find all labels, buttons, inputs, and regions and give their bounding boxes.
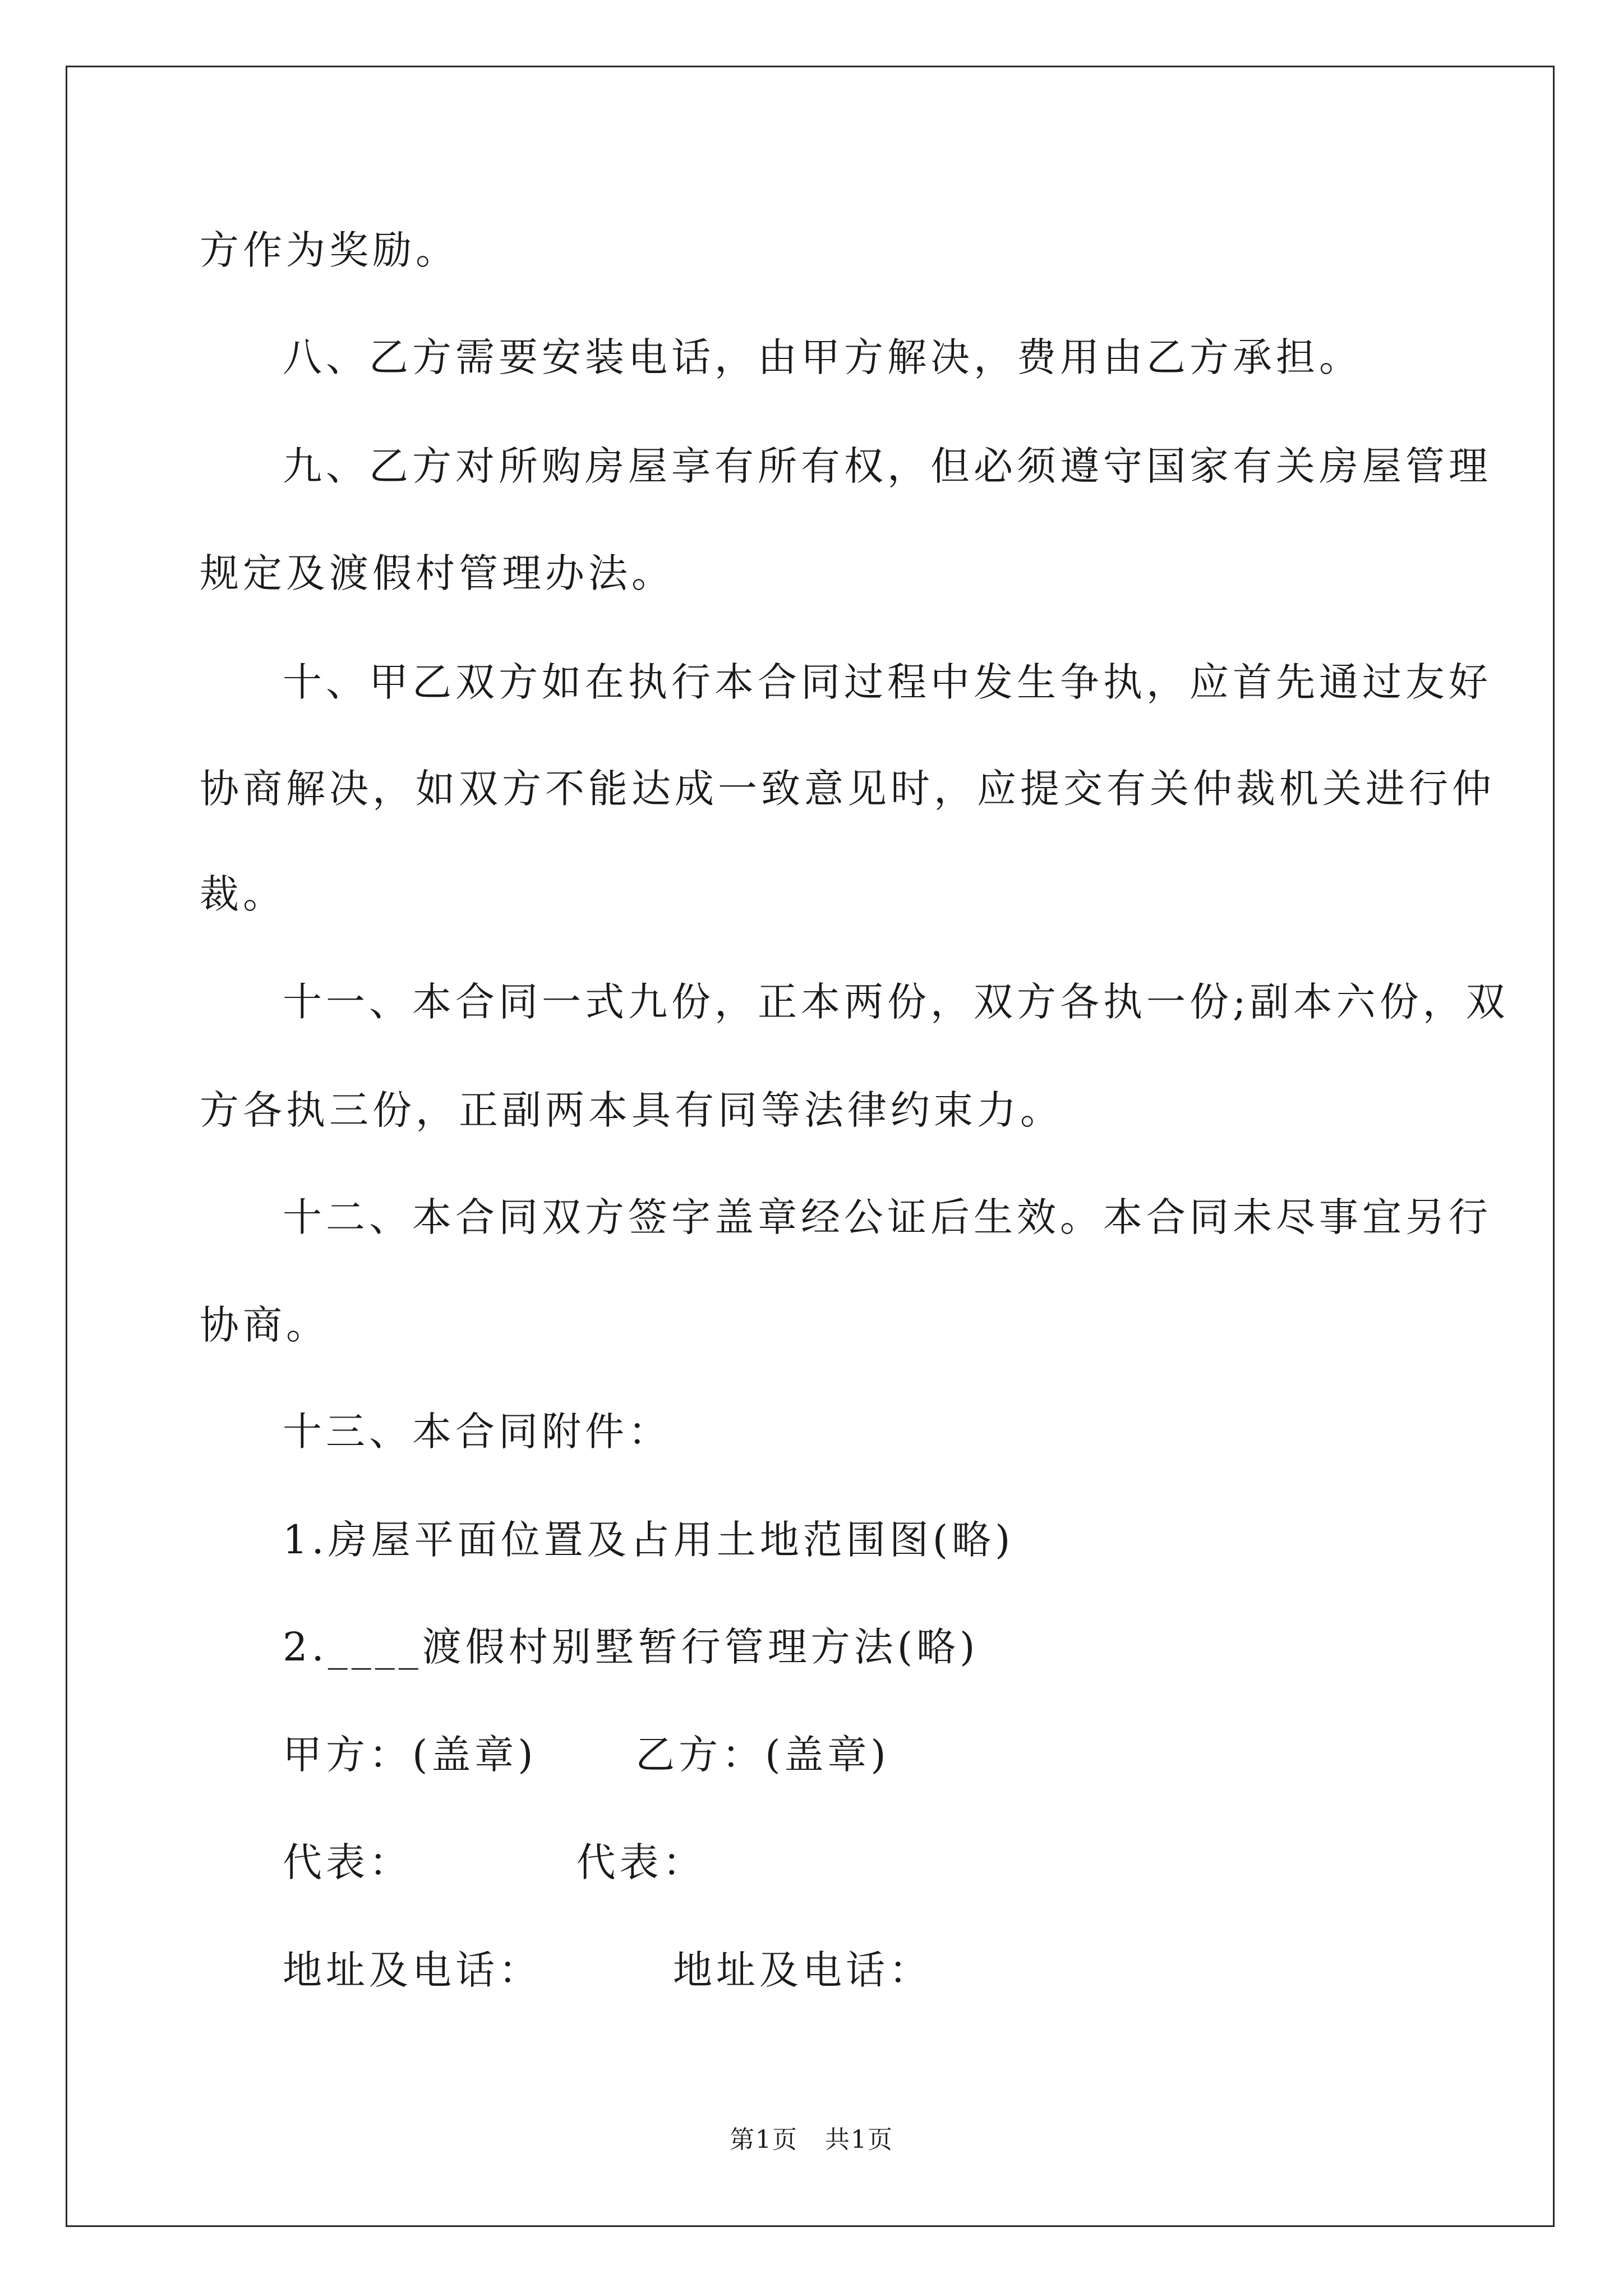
text-line: 十、甲乙双方如在执行本合同过程中发生争执，应首先通过友好 [283, 659, 1492, 705]
text-line: 规定及渡假村管理办法。 [200, 550, 675, 596]
text-line: 代表： 代表： [283, 1839, 706, 1885]
page-number-footer: 第1页 共1页 [730, 2125, 893, 2154]
text-line: 方作为奖励。 [200, 227, 459, 273]
text-line: 十一、本合同一式九份，正本两份，双方各执一份;副本六份，双 [283, 979, 1509, 1025]
text-line: 地址及电话： 地址及电话： [283, 1947, 933, 1993]
text-line: 协商。 [200, 1302, 329, 1348]
text-line: 1.房屋平面位置及占用土地范围图(略) [283, 1517, 1015, 1563]
text-line: 八、乙方需要安装电话，由甲方解决，费用由乙方承担。 [283, 334, 1362, 380]
text-line: 协商解决，如双方不能达成一致意见时，应提交有关仲裁机关进行仲 [200, 766, 1495, 812]
text-line: 十二、本合同双方签字盖章经公证后生效。本合同未尽事宜另行 [283, 1194, 1492, 1240]
text-line: 九、乙方对所购房屋享有所有权，但必须遵守国家有关房屋管理 [283, 443, 1492, 489]
text-line: 甲方：(盖章) 乙方：(盖章) [283, 1732, 890, 1778]
text-line: 2.____渡假村别墅暂行管理方法(略) [283, 1624, 979, 1670]
text-line: 方各执三份，正副两本具有同等法律约束力。 [200, 1087, 1063, 1133]
text-line: 裁。 [200, 871, 286, 917]
text-line: 十三、本合同附件： [283, 1409, 671, 1455]
